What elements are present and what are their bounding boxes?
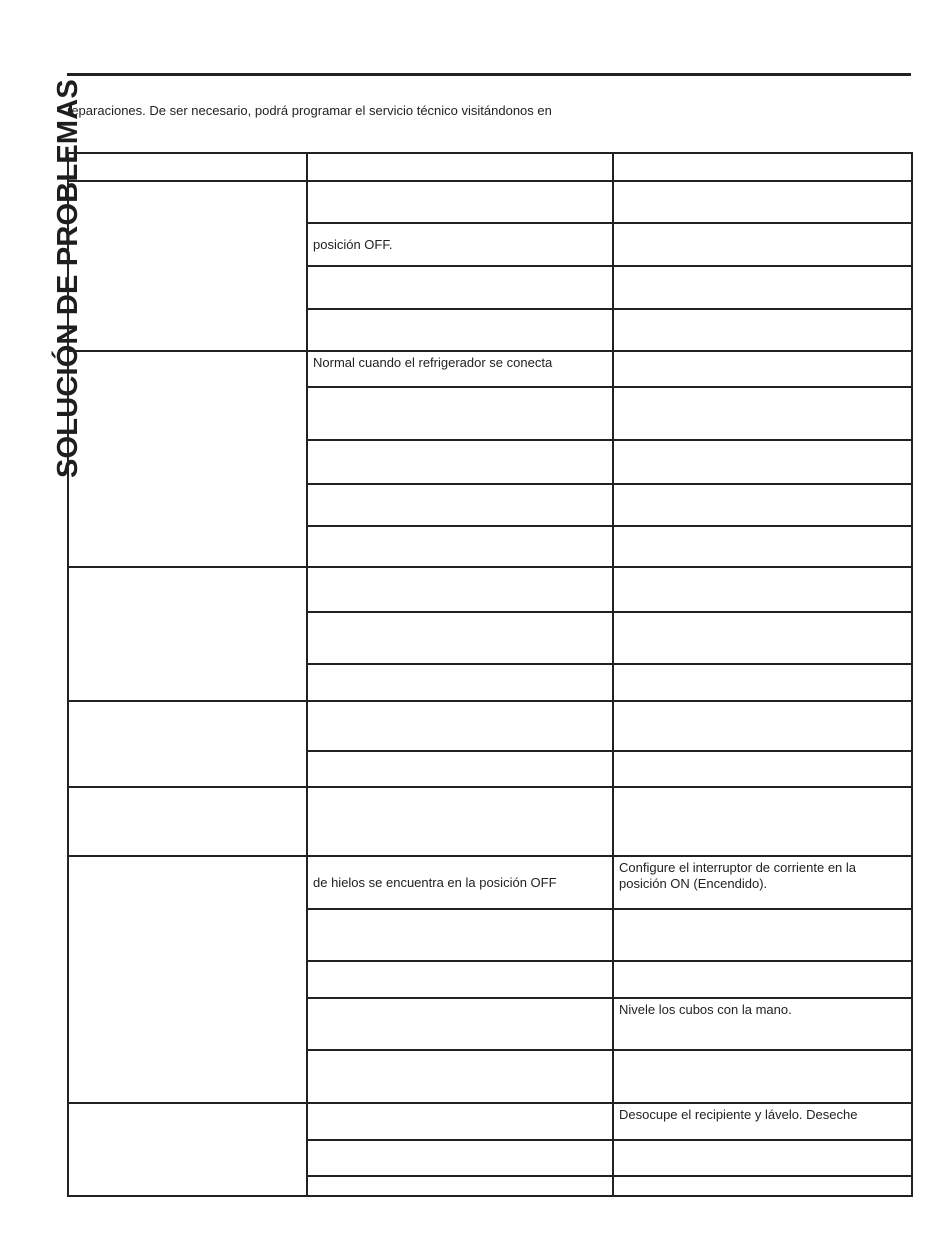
solution-cell: [613, 526, 912, 567]
cause-cell: [307, 387, 613, 440]
solution-cell: [613, 351, 912, 387]
solution-cell: [613, 909, 912, 961]
problem-cell: [68, 1103, 307, 1196]
cause-cell: [307, 612, 613, 664]
solution-cell: [613, 440, 912, 484]
cause-cell: [307, 526, 613, 567]
cause-cell: [307, 701, 613, 751]
cause-cell: [307, 309, 613, 351]
solution-cell: [613, 266, 912, 309]
cause-cell: [307, 440, 613, 484]
cause-cell: [307, 567, 613, 612]
header-solution: [613, 153, 912, 181]
cause-cell: [307, 1103, 613, 1140]
solution-cell: [613, 1050, 912, 1103]
troubleshooting-table: [67, 152, 913, 1197]
intro-paragraph: reparaciones. De ser necesario, podrá programar el servicio técnico visitándonos en: [67, 103, 552, 118]
problem-cell: [68, 567, 307, 701]
table-row: [68, 1103, 912, 1140]
cause-cell: [307, 1140, 613, 1176]
problem-cell: [68, 181, 307, 351]
section-title: SOLUCIÓN DE PROBLEMAS: [52, 79, 84, 478]
solution-cell: Configure el interruptor de corriente en la posición ON (Encendido).: [613, 856, 912, 909]
cause-cell: [307, 787, 613, 856]
solution-cell: [613, 1176, 912, 1196]
solution-cell: [613, 664, 912, 701]
cause-cell: [307, 664, 613, 701]
problem-cell: [68, 351, 307, 567]
solution-cell: [613, 309, 912, 351]
cause-cell: [307, 909, 613, 961]
solution-cell: [613, 1140, 912, 1176]
solution-cell: [613, 223, 912, 266]
solution-cell: [613, 701, 912, 751]
cause-cell: [307, 181, 613, 223]
solution-cell: [613, 484, 912, 526]
solution-cell: [613, 787, 912, 856]
cause-cell: Normal cuando el refrigerador se conecta: [307, 351, 613, 387]
header-cause: [307, 153, 613, 181]
solution-cell: [613, 567, 912, 612]
solution-cell: [613, 612, 912, 664]
cause-cell: [307, 751, 613, 787]
table-row: [68, 567, 912, 612]
problem-cell: [68, 787, 307, 856]
solution-cell: [613, 751, 912, 787]
cause-cell: [307, 484, 613, 526]
cause-cell: de hielos se encuentra en la posición OFF: [307, 856, 613, 909]
solution-cell: [613, 387, 912, 440]
table-row: [68, 181, 912, 223]
table-header-row: [68, 153, 912, 181]
solution-cell: [613, 961, 912, 998]
table-row: [68, 856, 912, 909]
top-rule-divider: [67, 73, 911, 76]
section-title-vertical: [8, 38, 84, 478]
table-row: [68, 701, 912, 751]
table-row: [68, 351, 912, 387]
header-problem: [68, 153, 307, 181]
solution-cell: Nivele los cubos con la mano.: [613, 998, 912, 1050]
table-row: [68, 787, 912, 856]
cause-cell: [307, 998, 613, 1050]
solution-cell: Desocupe el recipiente y lávelo. Deseche: [613, 1103, 912, 1140]
cause-cell: [307, 1176, 613, 1196]
cause-cell: [307, 961, 613, 998]
problem-cell: [68, 701, 307, 787]
cause-cell: [307, 1050, 613, 1103]
cause-cell: posición OFF.: [307, 223, 613, 266]
problem-cell: [68, 856, 307, 1103]
cause-cell: [307, 266, 613, 309]
solution-cell: [613, 181, 912, 223]
